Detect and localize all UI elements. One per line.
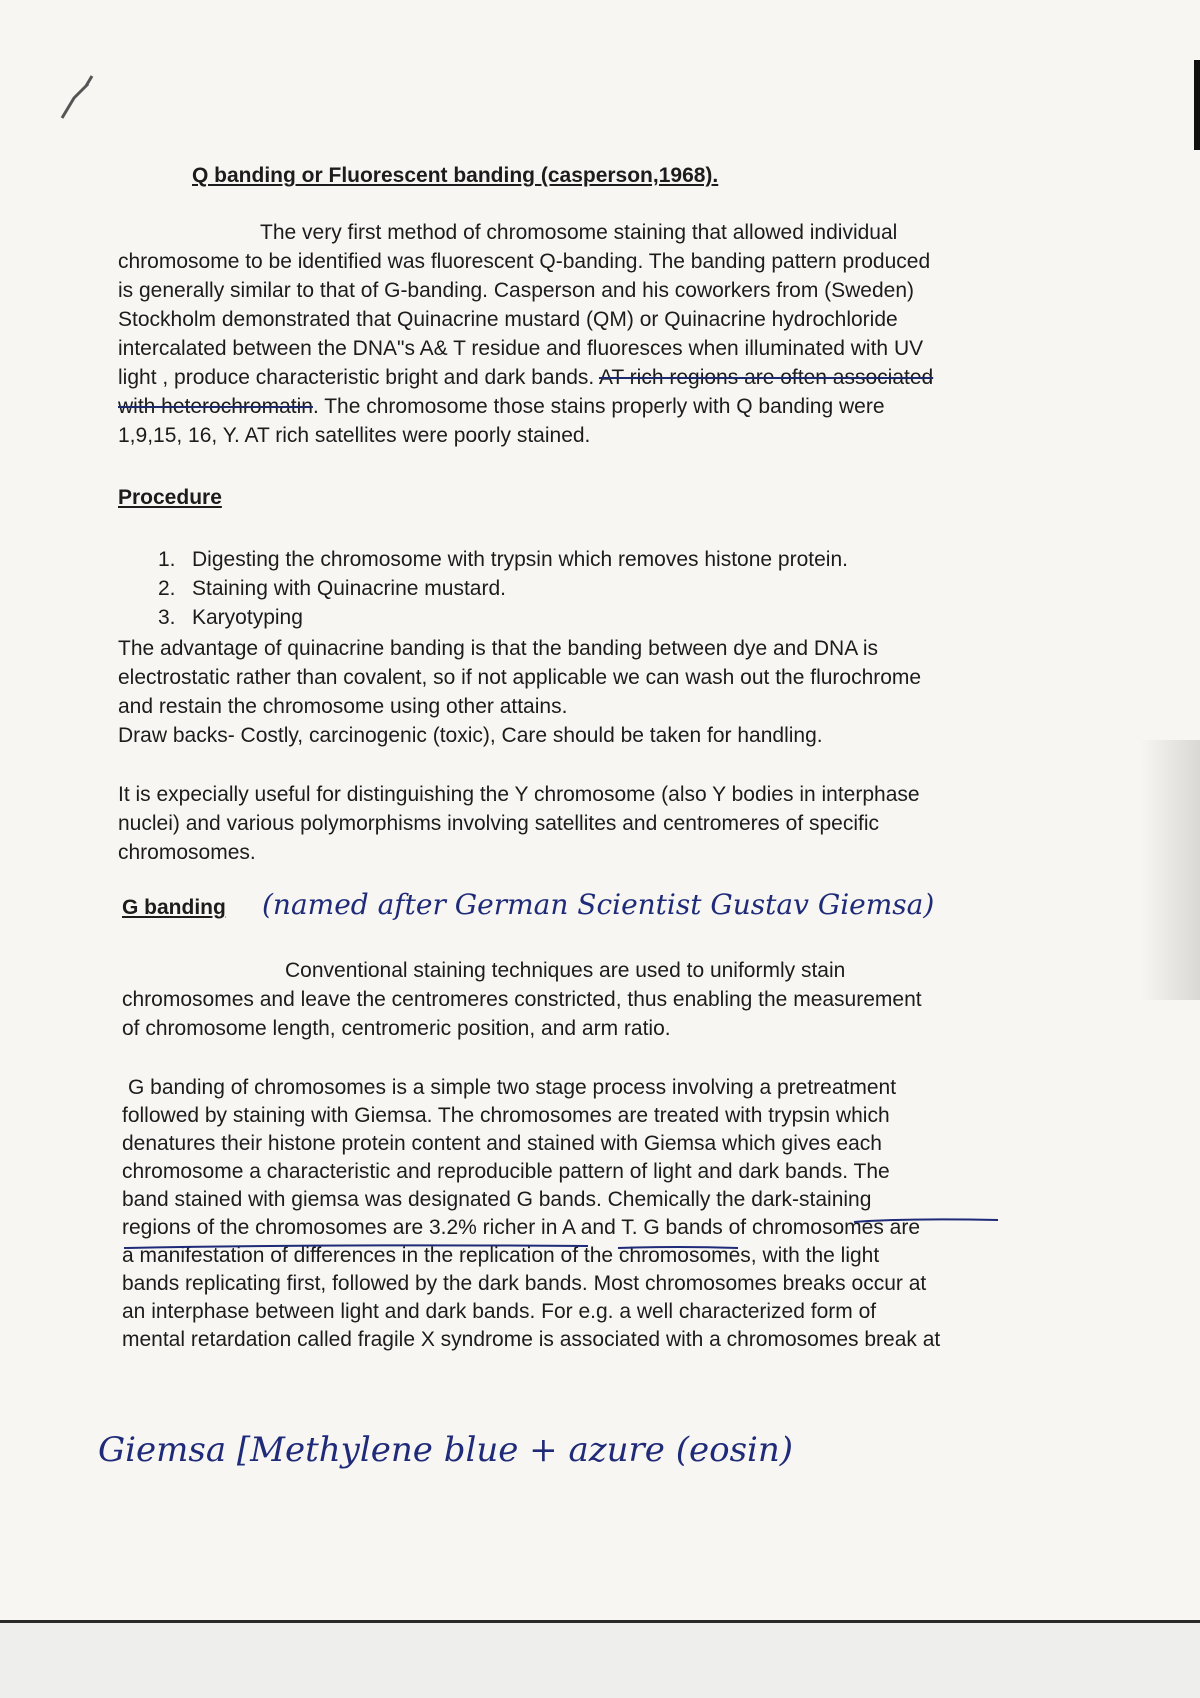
process-line: chromosome a characteristic and reproducible pattern of light and dark bands. The: [122, 1160, 890, 1183]
useful-line: chromosomes.: [118, 841, 256, 864]
page-shade: [1140, 740, 1200, 1000]
process-line: bands replicating first, followed by the dark bands. Most chromosomes breaks occur at: [122, 1272, 927, 1295]
process-line: band stained with giemsa was designated G bands. Chemically the dark-staining: [122, 1188, 872, 1211]
conventional-line: Conventional staining techniques are used to uniformly stain: [285, 959, 846, 982]
pen-mark-icon: [52, 70, 112, 130]
g-banding-title: G banding: [122, 896, 226, 919]
procedure-heading: Procedure: [118, 486, 222, 509]
background-below-page: [0, 1623, 1200, 1698]
procedure-step: 3. Karyotyping: [158, 606, 303, 629]
struck-text: with heterochromatin: [118, 395, 313, 418]
struck-text: AT rich regions are often associated: [598, 366, 934, 389]
advantage-line: electrostatic rather than covalent, so if not applicable we can wash out the flurochrome: [118, 666, 922, 689]
page-edge-shadow: [1194, 60, 1200, 150]
handwritten-footer: Giemsa [Methylene blue + azure (eosin): [98, 1430, 794, 1470]
process-line: a manifestation of differences in the replication of the chromosomes, with the light: [122, 1244, 880, 1267]
conventional-line: of chromosome length, centromeric position, and arm ratio.: [122, 1017, 671, 1040]
process-line: followed by staining with Giemsa. The chromosomes are treated with trypsin which: [122, 1104, 890, 1127]
q-para-line: intercalated between the DNA"s A& T residue and fluoresces when illuminated with UV: [118, 337, 924, 360]
q-para-line: Stockholm demonstrated that Quinacrine mustard (QM) or Quinacrine hydrochloride: [118, 308, 898, 331]
useful-line: It is expecially useful for distinguishing the Y chromosome (also Y bodies in interphase: [118, 783, 920, 806]
q-para-line: 1,9,15, 16, Y. AT rich satellites were poorly stained.: [118, 424, 591, 447]
process-line: an interphase between light and dark bands. For e.g. a well characterized form of: [122, 1300, 877, 1323]
q-para-line: The very first method of chromosome staining that allowed individual: [260, 221, 898, 244]
q-para-text: The chromosome those stains properly with Q banding were: [324, 395, 885, 418]
process-line: mental retardation called fragile X syndrome is associated with a chromosomes break at: [122, 1328, 941, 1351]
q-banding-title: Q banding or Fluorescent banding (casperson,1968).: [192, 164, 719, 187]
advantage-line: and restain the chromosome using other attains.: [118, 695, 568, 718]
q-para-line: chromosome to be identified was fluorescent Q-banding. The banding pattern produced: [118, 250, 931, 273]
q-para-line: with heterochromatin. The chromosome those stains properly with Q banding were: [118, 395, 885, 418]
q-para-text: light , produce characteristic bright and dark bands.: [118, 366, 595, 389]
ink-underline-marks: [118, 1204, 1018, 1254]
q-para-line: [118, 363, 933, 392]
conventional-line: chromosomes and leave the centromeres constricted, thus enabling the measurement: [122, 988, 922, 1011]
drawbacks-line: Draw backs- Costly, carcinogenic (toxic), Care should be taken for handling.: [118, 724, 823, 747]
q-para-line: is generally similar to that of G-banding. Casperson and his coworkers from (Sweden): [118, 279, 915, 302]
process-line: denatures their histone protein content and stained with Giemsa which gives each: [122, 1132, 882, 1155]
handwritten-note: (named after German Scientist Gustav Giemsa): [262, 888, 935, 921]
useful-line: nuclei) and various polymorphisms involving satellites and centromeres of specific: [118, 812, 880, 835]
procedure-step: 1. Digesting the chromosome with trypsin which removes histone protein.: [158, 548, 848, 571]
process-line: G banding of chromosomes is a simple two stage process involving a pretreatment: [128, 1076, 897, 1099]
process-line: regions of the chromosomes are 3.2% richer in A and T. G bands of chromosomes are: [122, 1216, 921, 1239]
procedure-step: 2. Staining with Quinacrine mustard.: [158, 577, 506, 600]
advantage-line: The advantage of quinacrine banding is that the banding between dye and DNA is: [118, 637, 879, 660]
